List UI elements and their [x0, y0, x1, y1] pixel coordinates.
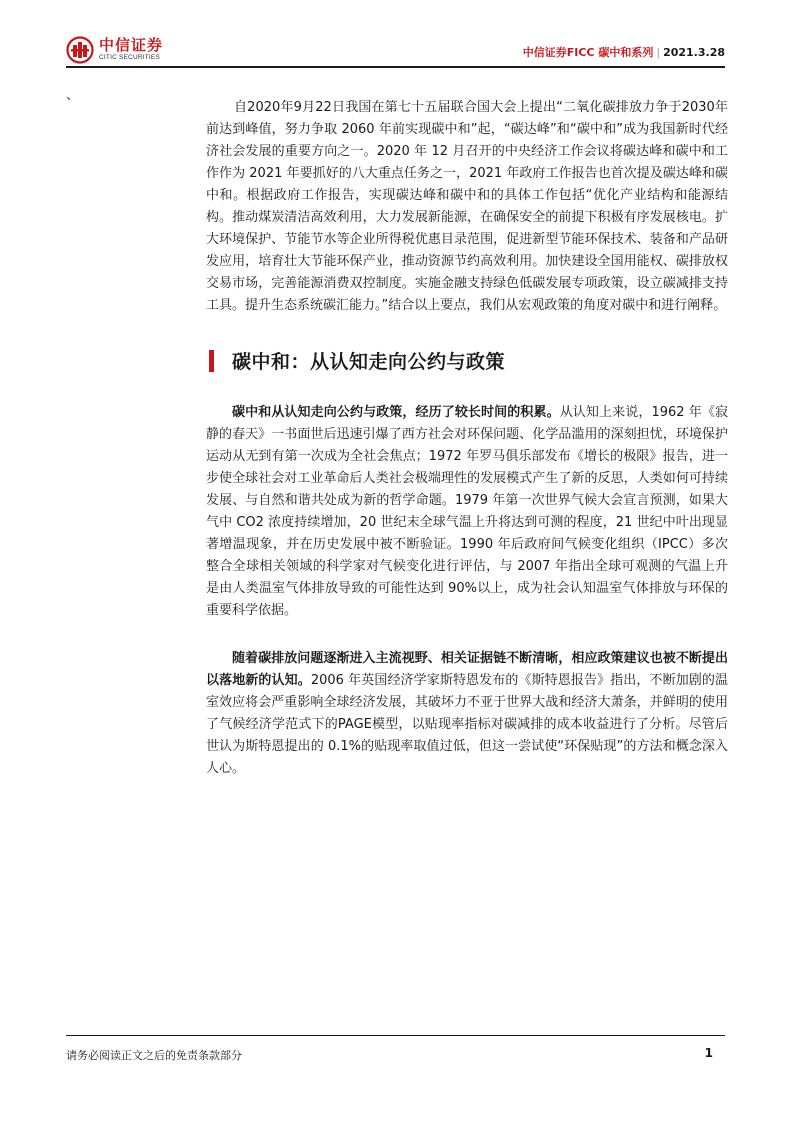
citic-logo [66, 36, 163, 64]
report-meta [523, 44, 725, 60]
intro-paragraph: 自2020年9月22日我国在第七十五届联合国大会上提出“二氧化碳排放力争于2030年前达到峰值，努力争取 2060 年前实现碳中和”起，“碳达峰”和“碳中和”成为我国新时代经济社会发展的重要方向之一。2020 年 12 月召开的中央经济工作会议将碳达峰和碳中和工作作为 2021 年要抓好的八大重点任务之一，2021 年政府工作报告也首次提及碳达峰和碳中和。根据政府工作报告，实现碳达峰和碳中和的具体工作包括“优化产业结构和能源结构。推动煤炭清洁高效利用，大力发展新能源，在确保安全的前提下积极有序发展核电。扩大环境保护、节能节水等企业所得税优惠目录范围，促进新型节能环保技术、装备和产品研发应用，培育壮大节能环保产业，推动资源节约高效利用。加快建设全国用能权、碳排放权交易市场，完善能源消费双控制度。实施金融支持绿色低碳发展专项政策，设立碳减排支持工具。提升生态系统碳汇能力。”结合以上要点，我们从宏观政策的角度对碳中和进行阐释。 [206, 100, 728, 313]
heading-accent-bar [209, 350, 214, 372]
paragraph-lead: 碳中和从认知走向公约与政策，经历了较长时间的积累。 [232, 405, 560, 420]
footer-disclaimer: 请务必阅读正文之后的免责条款部分 [66, 1049, 242, 1062]
section-title: 碳中和：从认知走向公约与政策 [232, 351, 506, 373]
policy-paragraph [206, 648, 728, 780]
header-divider [66, 66, 725, 68]
paragraph-body: 2006 年英国经济学家斯特恩发布的《斯特恩报告》指出，不断加剧的温室效应将会严重影响全球经济发展，其破坏力不亚于世界大战和经济大萧条，并鲜明的使用了气候经济学范式下的PAGE模型，以贴现率指标对碳减排的成本收益进行了分析。尽管后世认为斯特恩提出的 0.1%的贴现率取值过低，但这一尝试使“环保贴现”的方法和概念深入人心。 [206, 673, 728, 776]
cognition-paragraph [206, 402, 728, 622]
stray-mark: 、 [66, 88, 80, 103]
section-heading [209, 347, 505, 374]
footer-divider [66, 1035, 725, 1036]
header-separator: | [656, 46, 661, 59]
paragraph-lead: 随着碳排放问题逐渐进入主流视野、相关证据链不断清晰，相应政策建议也被不断提出以落地新的认知。 [206, 651, 728, 688]
report-date: 2021.3.28 [663, 46, 725, 59]
logo-chinese-name: 中信证券 [99, 36, 164, 55]
citic-emblem-icon [66, 36, 94, 64]
report-series: 中信证券FICC 碳中和系列 [522, 46, 654, 59]
page-header [0, 0, 793, 70]
paragraph-body: 从认知上来说，1962 年《寂静的春天》一书面世后迅速引爆了西方社会对环保问题、化学品滥用的深刻担忧，环境保护运动从无到有第一次成为全社会焦点；1972 年罗马俱乐部发布《增长的极限》报告，进一步使全球社会对工业革命后人类社会极端理性的发展模式产生了新的反思，人类如何可持续发展、与自然和谐共处成为新的哲学命题。1979 年第一次世界气候大会宣言预测，如果大气中 CO2 浓度持续增加，20 世纪末全球气温上升将达到可测的程度，21 世纪中叶出现显著增温现象，并在历史发展中被不断验证。1990 年后政府间气候变化组织（IPCC）多次整合全球相关领域的科学家对气候变化进行评估，与 2007 年指出全球可观测的气温上升是由人类温室气体排放导致的可能性达到 90%以上，成为社会认知温室气体排放与环保的重要科学依据。 [206, 405, 728, 618]
logo-english-name: CITIC SECURITIES [99, 54, 160, 62]
page-number: 1 [704, 1046, 713, 1060]
